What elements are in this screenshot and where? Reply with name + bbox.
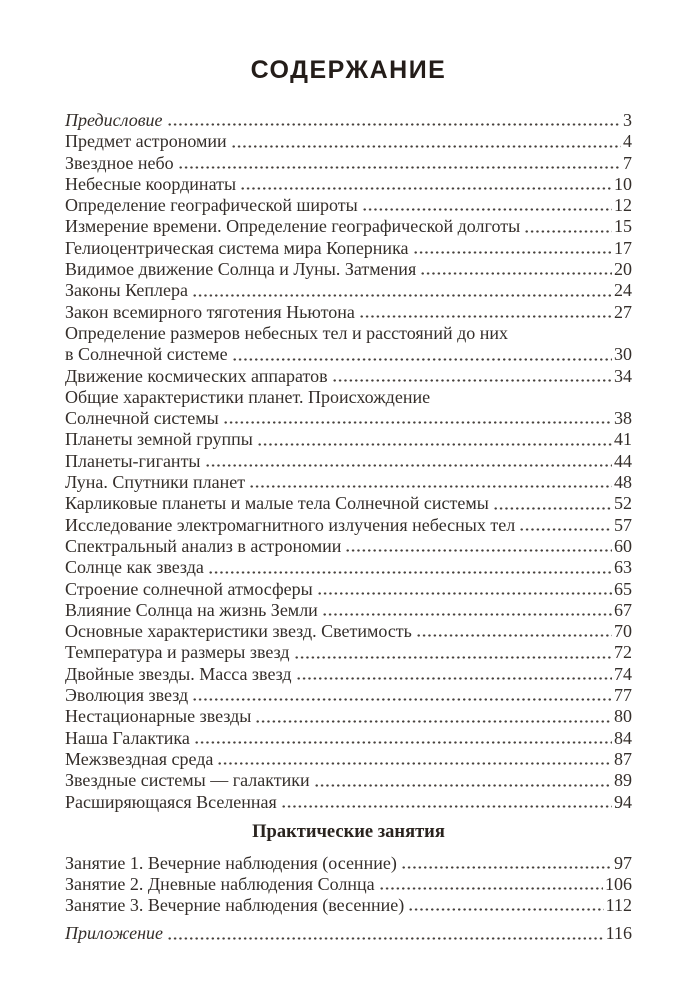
dot-leader bbox=[316, 579, 612, 600]
page-number: 27 bbox=[614, 301, 632, 322]
toc-entry bbox=[65, 642, 632, 663]
toc-entry bbox=[65, 110, 632, 131]
page-number: 112 bbox=[605, 895, 632, 916]
dot-leader bbox=[191, 685, 612, 706]
dot-leader bbox=[280, 792, 612, 813]
toc-entry-title: Определение географической широты bbox=[65, 195, 358, 216]
toc-entry-title: Эволюция звезд bbox=[65, 685, 189, 706]
toc-main-list bbox=[65, 110, 632, 813]
toc-entry bbox=[65, 770, 632, 791]
toc-entry bbox=[65, 621, 632, 642]
dot-leader bbox=[400, 853, 612, 874]
toc-entry-title: Основные характеристики звезд. Светимость bbox=[65, 621, 412, 642]
page-number: 24 bbox=[614, 280, 632, 301]
dot-leader bbox=[207, 557, 612, 578]
toc-entry bbox=[65, 895, 632, 916]
dot-leader bbox=[415, 621, 612, 642]
toc-entry-title: Карликовые планеты и малые тела Солнечной системы bbox=[65, 493, 489, 514]
page-number: 70 bbox=[614, 621, 632, 642]
toc-entry-title: Приложение bbox=[65, 923, 164, 944]
toc-entry-title: Солнце как звезда bbox=[65, 557, 204, 578]
dot-leader bbox=[231, 344, 612, 365]
page-number: 7 bbox=[623, 152, 632, 173]
toc-entry bbox=[65, 706, 632, 727]
toc-entry-title: Закон всемирного тяготения Ньютона bbox=[65, 301, 355, 322]
toc-entry bbox=[65, 923, 632, 944]
toc-entry bbox=[65, 344, 632, 365]
toc-entry-title: Занятие 1. Вечерние наблюдения (осенние) bbox=[65, 852, 397, 873]
toc-entry bbox=[65, 557, 632, 578]
page-number: 94 bbox=[614, 791, 632, 812]
toc-entry bbox=[65, 366, 632, 387]
toc-entry-title: Межзвездная среда bbox=[65, 748, 214, 769]
section-title-practical: Практические занятия bbox=[252, 821, 445, 842]
toc-entry-title: Двойные звезды. Масса звезд bbox=[65, 663, 292, 684]
page-number: 116 bbox=[605, 923, 632, 944]
dot-leader bbox=[204, 451, 612, 472]
dot-leader bbox=[523, 216, 612, 237]
dot-leader bbox=[256, 429, 612, 450]
toc-entry-title: Солнечной системы bbox=[65, 408, 219, 429]
toc-entry bbox=[65, 749, 632, 770]
toc-entry bbox=[65, 216, 632, 237]
toc-entry-title: Исследование электромагнитного излучения небесных тел bbox=[65, 514, 516, 535]
dot-leader bbox=[358, 302, 612, 323]
toc-entry bbox=[65, 323, 632, 344]
toc-entry-title: Законы Кеплера bbox=[65, 280, 188, 301]
page-number: 48 bbox=[614, 472, 632, 493]
page-number: 87 bbox=[614, 748, 632, 769]
toc-entry-title: Расширяющаяся Вселенная bbox=[65, 791, 277, 812]
toc-entry bbox=[65, 429, 632, 450]
dot-leader bbox=[313, 770, 612, 791]
toc-appendix-list bbox=[65, 923, 632, 944]
toc-entry-title: Звездное небо bbox=[65, 152, 174, 173]
page-number: 41 bbox=[614, 429, 632, 450]
toc-entry bbox=[65, 302, 632, 323]
page-number: 17 bbox=[614, 237, 632, 258]
dot-leader bbox=[166, 923, 604, 944]
toc-entry bbox=[65, 728, 632, 749]
page-number: 30 bbox=[614, 344, 632, 365]
page-number: 44 bbox=[614, 450, 632, 471]
dot-leader bbox=[239, 174, 612, 195]
toc-entry-title: Видимое движение Солнца и Луны. Затмения bbox=[65, 259, 417, 280]
dot-leader bbox=[518, 515, 612, 536]
dot-leader bbox=[230, 131, 621, 152]
page-number: 57 bbox=[614, 514, 632, 535]
page-number: 84 bbox=[614, 727, 632, 748]
toc-entry bbox=[65, 131, 632, 152]
toc-entry-title: Наша Галактика bbox=[65, 727, 190, 748]
toc-entry bbox=[65, 153, 632, 174]
toc-entry-title: Звездные системы — галактики bbox=[65, 770, 310, 791]
dot-leader bbox=[407, 895, 603, 916]
page-number: 60 bbox=[614, 535, 632, 556]
toc-entry-title: Движение космических аппаратов bbox=[65, 365, 328, 386]
toc-entry bbox=[65, 195, 632, 216]
dot-leader bbox=[412, 238, 612, 259]
toc-entry bbox=[65, 536, 632, 557]
toc-entry-title: Занятие 2. Дневные наблюдения Солнца bbox=[65, 873, 375, 894]
toc-entry bbox=[65, 238, 632, 259]
toc-entry bbox=[65, 280, 632, 301]
toc-entry-title: Предисловие bbox=[65, 110, 163, 130]
toc-entry bbox=[65, 874, 632, 895]
toc-entry-title: Занятие 3. Вечерние наблюдения (весенние) bbox=[65, 895, 405, 916]
page-number: 65 bbox=[614, 578, 632, 599]
toc-entry bbox=[65, 853, 632, 874]
page-number: 4 bbox=[623, 131, 632, 152]
dot-leader bbox=[166, 110, 621, 131]
page-number: 106 bbox=[605, 873, 632, 894]
dot-leader bbox=[511, 323, 630, 344]
dot-leader bbox=[193, 728, 612, 749]
toc-entry-title: Нестационарные звезды bbox=[65, 706, 252, 727]
page-number: 63 bbox=[614, 557, 632, 578]
dot-leader bbox=[248, 472, 612, 493]
toc-entry bbox=[65, 685, 632, 706]
page-number: 10 bbox=[614, 173, 632, 194]
page-number: 3 bbox=[623, 110, 632, 130]
page-number: 77 bbox=[614, 685, 632, 706]
dot-leader bbox=[254, 706, 612, 727]
dot-leader bbox=[321, 600, 612, 621]
toc-entry-title: Температура и размеры звезд bbox=[65, 642, 290, 663]
page-number: 67 bbox=[614, 599, 632, 620]
page-number: 20 bbox=[614, 259, 632, 280]
toc-entry-title: Измерение времени. Определение географической долготы bbox=[65, 216, 521, 237]
page-number: 74 bbox=[614, 663, 632, 684]
dot-leader bbox=[331, 366, 612, 387]
dot-leader bbox=[433, 387, 630, 408]
toc-entry bbox=[65, 408, 632, 429]
toc-entry-title: Предмет астрономии bbox=[65, 131, 227, 152]
toc-entry-title: Планеты земной группы bbox=[65, 429, 253, 450]
toc-entry bbox=[65, 259, 632, 280]
toc-entry bbox=[65, 792, 632, 813]
toc-entry bbox=[65, 472, 632, 493]
dot-leader bbox=[295, 664, 612, 685]
dot-leader bbox=[378, 874, 603, 895]
toc-entry bbox=[65, 664, 632, 685]
toc-entry-title: Влияние Солнца на жизнь Земли bbox=[65, 599, 318, 620]
page-number: 15 bbox=[614, 216, 632, 237]
toc-entry bbox=[65, 387, 632, 408]
toc-entry-title: Строение солнечной атмосферы bbox=[65, 578, 313, 599]
page-title: СОДЕРЖАНИЕ bbox=[250, 56, 447, 84]
toc-entry bbox=[65, 451, 632, 472]
dot-leader bbox=[222, 408, 612, 429]
toc-entry-title: Планеты-гиганты bbox=[65, 450, 201, 471]
dot-leader bbox=[293, 642, 612, 663]
toc-entry-title: Общие характеристики планет. Происхождение bbox=[65, 386, 431, 407]
toc-entry-title: Небесные координаты bbox=[65, 173, 237, 194]
toc-entry bbox=[65, 600, 632, 621]
toc-entry bbox=[65, 174, 632, 195]
page-number: 38 bbox=[614, 408, 632, 429]
page-number: 97 bbox=[614, 852, 632, 873]
toc-practical-list bbox=[65, 853, 632, 917]
page-number: 72 bbox=[614, 642, 632, 663]
toc-entry bbox=[65, 579, 632, 600]
dot-leader bbox=[177, 153, 621, 174]
toc-entry-title: в Солнечной системе bbox=[65, 344, 228, 365]
toc-entry-title: Определение размеров небесных тел и расстояний до них bbox=[65, 322, 509, 343]
dot-leader bbox=[361, 195, 612, 216]
page-number: 52 bbox=[614, 493, 632, 514]
table-of-contents bbox=[65, 110, 632, 945]
dot-leader bbox=[344, 536, 612, 557]
toc-entry-title: Гелиоцентрическая система мира Коперника bbox=[65, 237, 409, 258]
toc-entry bbox=[65, 515, 632, 536]
dot-leader bbox=[216, 749, 612, 770]
toc-entry-title: Спектральный анализ в астрономии bbox=[65, 535, 342, 556]
dot-leader bbox=[492, 493, 612, 514]
page-number: 12 bbox=[614, 195, 632, 216]
page-number: 80 bbox=[614, 706, 632, 727]
dot-leader bbox=[419, 259, 612, 280]
dot-leader bbox=[191, 280, 612, 301]
page-number: 89 bbox=[614, 770, 632, 791]
toc-entry-title: Луна. Спутники планет bbox=[65, 472, 246, 493]
toc-entry bbox=[65, 493, 632, 514]
page-number: 34 bbox=[614, 365, 632, 386]
